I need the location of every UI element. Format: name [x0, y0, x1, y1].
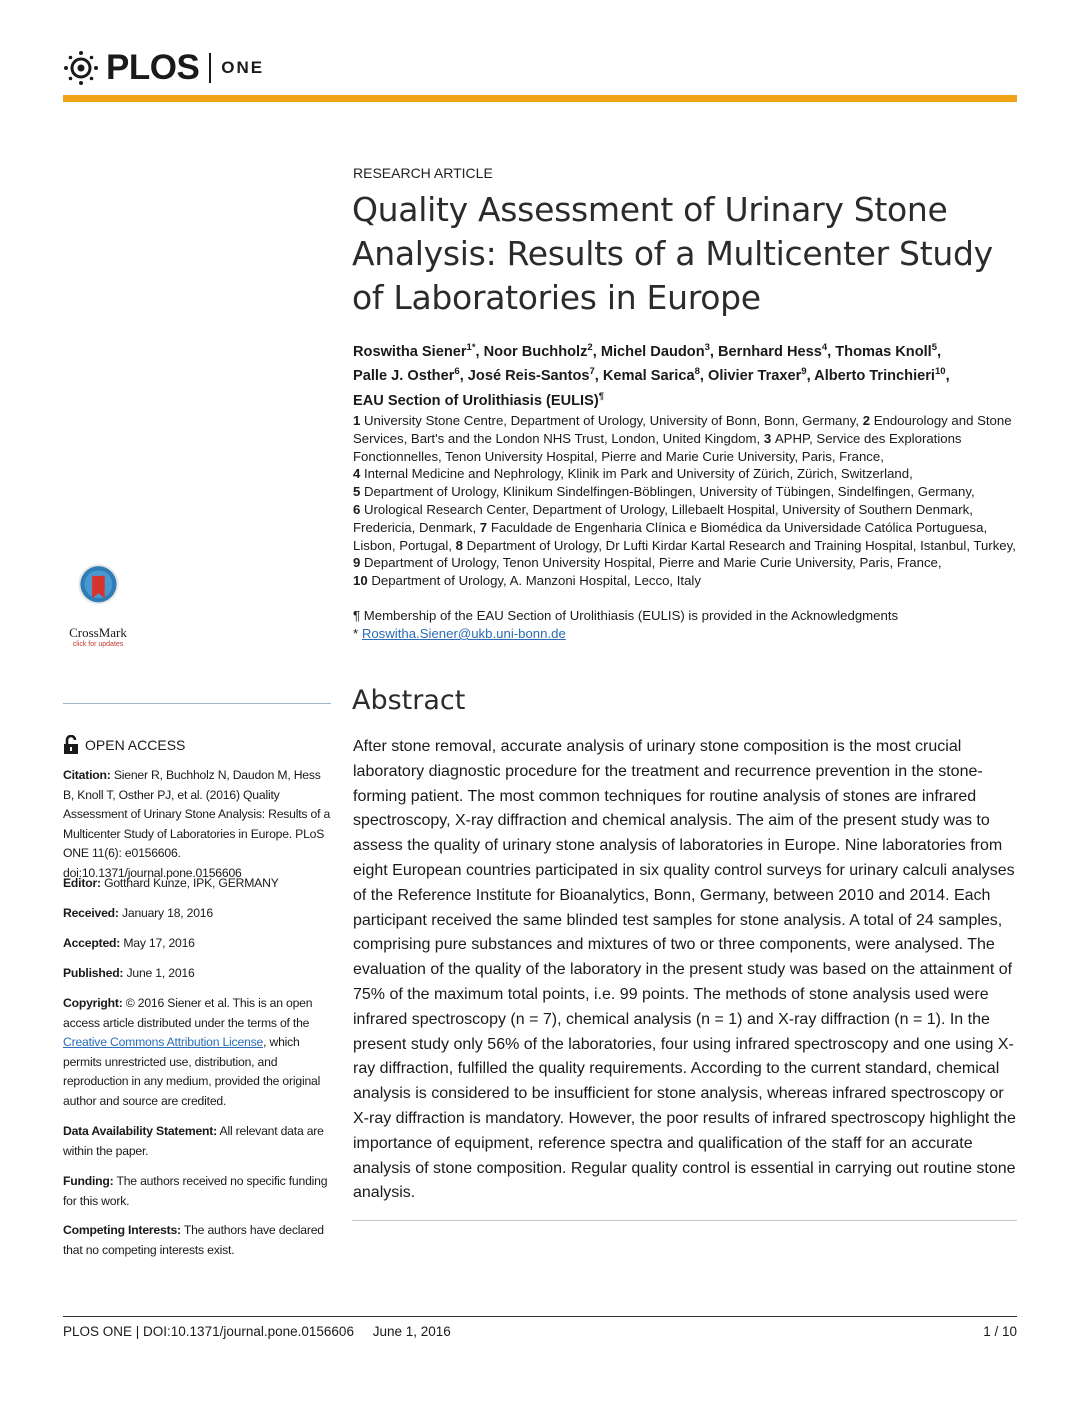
membership-note: ¶ Membership of the EAU Section of Urolithiasis (EULIS) is provided in the Acknowledgments [353, 608, 899, 623]
footer-citation: PLOS ONE | DOI:10.1371/journal.pone.0156606 June 1, 2016 [63, 1324, 451, 1339]
accepted-date: Accepted: May 17, 2016 [63, 936, 195, 950]
author[interactable]: , Bernhard Hess$^4$ [709, 342, 828, 360]
funding: Funding: The authors received no specific funding for this work. [63, 1174, 328, 1208]
article-title: Quality Assessment of Urinary Stone Analysis: Results of a Multicenter Study of Laboratories in Europe [352, 190, 993, 317]
journal-name: ONE [221, 58, 265, 77]
author[interactable]: , José Reis-Santos$^7$ [459, 366, 595, 385]
abstract-heading: Abstract [352, 685, 466, 716]
author-line-3 [353, 387, 1023, 411]
plos-one-logo[interactable] [62, 48, 264, 88]
editor: Editor: Gotthard Kunze, IPK, GERMANY [63, 876, 279, 890]
page-number: 1 / 10 [983, 1324, 1017, 1339]
sidebar-divider [63, 703, 331, 704]
author[interactable]: , Kemal Sarica$^8$ [594, 366, 700, 385]
corresponding-author: * Roswitha.Siener@ukb.uni-bonn.de [353, 626, 566, 641]
crossmark-label[interactable]: CrossMark [69, 625, 127, 640]
author-list [353, 338, 1023, 411]
crossmark-subtitle[interactable]: click for updates [72, 641, 124, 648]
open-lock-icon [63, 735, 79, 755]
open-access-badge: OPEN ACCESS [63, 735, 185, 755]
license-link[interactable]: Creative Commons Attribution License [63, 1035, 264, 1049]
author[interactable]: Palle J. Osther$^6$ [353, 366, 460, 385]
author-line-2: Palle J. Osther$^6$, José Reis-Santos$^7$, Kemal Sarica$^8$, Olivier Traxer$^9$, Alberto Trinchieri$^{10}$, [353, 366, 950, 385]
affiliations: 1 University Stone Centre, Department of Urology, University of Bonn, Bonn, Germany, 2 Endourology and Stone Services, Bart's and the London NHS Trust, London, United Kingdom, 3 APHP, Service des Explorations Fonctionnelles, Tenon University Hospital, Pierre and Marie Curie University, Paris, France, 4 Internal Medicine and Nephrology, Klinik im Park and University of Zürich, Zürich, Switzerland, 5 Department of Urology, Klinikum Sindelfingen-Böblingen, University of Tübingen, Sindelfingen, Germany, 6 Urological Research Center, Department of Urology, Lillebaelt Hospital, University of Southern Denmark, Fredericia, Denmark, 7 Faculdade de Engenharia Clínica e Biomédica da Universidade Católica Portuguesa, Lisbon, Portugal, 8 Department of Urology, Dr Lufti Kirdar Kartal Research and Training Hospital, Istanbul, Turkey, 9 Department of Urology, Tenon University Hospital, Pierre and Marie Curie University, Paris, France, 10 Department of Urology, A. Manzoni Hospital, Lecco, Italy [353, 413, 1016, 589]
abstract-divider [352, 1220, 1017, 1221]
crossmark-icon[interactable] [62, 562, 137, 626]
author[interactable]: EAU Section of Urolithiasis (EULIS)¶ [353, 390, 604, 409]
data-availability: Data Availability Statement: All relevant data are within the paper. [63, 1124, 324, 1158]
author[interactable]: Roswitha Siener$^{1*}$ [353, 342, 476, 360]
logo-divider [209, 53, 211, 83]
published-date: Published: June 1, 2016 [63, 966, 195, 980]
author-line-1: Roswitha Siener$^{1*}$, Noor Buchholz$^2$, Michel Daudon$^3$, Bernhard Hess$^4$, Thomas Knoll$^5$, [353, 342, 942, 360]
author[interactable]: , Olivier Traxer$^9$ [699, 366, 807, 385]
plos-logo-icon [62, 49, 100, 87]
author[interactable]: , Michel Daudon$^3$ [592, 342, 710, 360]
footer-divider [63, 1316, 1017, 1317]
author[interactable]: , Noor Buchholz$^2$ [475, 342, 593, 360]
corresponding-email-link[interactable]: Roswitha.Siener@ukb.uni-bonn.de [361, 626, 566, 641]
received-date: Received: January 18, 2016 [63, 906, 213, 920]
competing-interests: Competing Interests: The authors have declared that no competing interests exist. [63, 1223, 324, 1257]
copyright: Copyright: © 2016 Siener et al. This is an open access article distributed under the terms of the Creative Commons Attribution License, which permits unrestricted use, distribution, and reproduction in any medium, provided the original author and source are credited. [63, 996, 321, 1108]
citation: Citation: Siener R, Buchholz N, Daudon M, Hess B, Knoll T, Osther PJ, et al. (2016) Quality Assessment of Urinary Stone Analysis: Results of a Multicenter Study of Laboratories in Europe. PLoS ONE 11(6): e0156606. doi:10.1371/journal.pone.0156606 [63, 768, 331, 880]
logo-text: PLOS [106, 48, 200, 87]
author[interactable]: , Thomas Knoll$^5$ [827, 342, 938, 360]
article-type: RESEARCH ARTICLE [353, 165, 493, 181]
header-accent-bar [63, 95, 1017, 102]
abstract-text: After stone removal, accurate analysis of urinary stone composition is the most crucial laboratory diagnostic procedure for the treatment and recurrence prevention in the stone-forming patient. The most common techniques for routine analysis of stones are infrared spectroscopy, X-ray diffraction and chemical analysis. The aim of the present study was to assess the quality of urinary stone analysis of laboratories in Europe. Nine laboratories from eight European countries participated in six quality control surveys for urinary calculi analyses of the Reference Institute for Bioanalytics, Bonn, Germany, between 2010 and 2014. Each participant received the same blinded test samples for stone analysis. A total of 24 samples, comprising pure substances and mixtures of two or three components, were analysed. The evaluation of the quality of the laboratory in the present study was based on the attainment of 75% of the maximum total points, i.e. 99 points. The methods of stone analysis used were infrared spectroscopy (n = 7), chemical analysis (n = 1) and X-ray diffraction (n = 1). In the present study only 56% of the laboratories, four using infrared spectroscopy and one using X-ray diffraction, fulfilled the quality requirements. According to the current standard, chemical analysis is considered to be insufficient for stone analysis, whereas infrared spectroscopy or X-ray diffraction is mandatory. However, the poor results of infrared spectroscopy highlight the importance of equipment, reference spectra and qualification of the staff for an accurate analysis of stone composition. Regular quality control is essential in carrying out routine stone analysis. [353, 738, 1016, 1202]
author[interactable]: , Alberto Trinchieri$^{10}$ [806, 366, 946, 385]
